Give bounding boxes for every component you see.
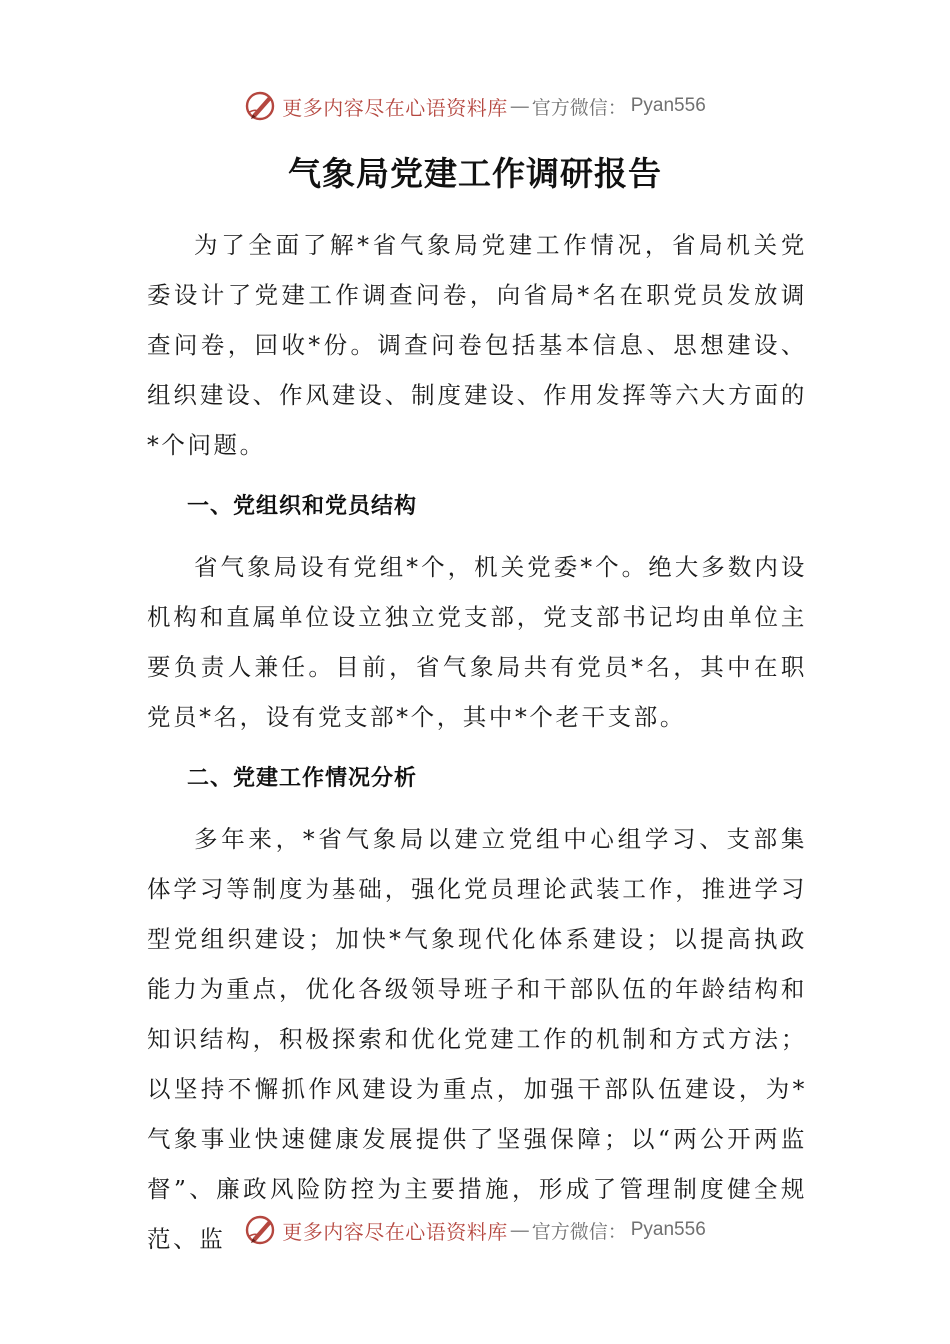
pen-logo-icon: [244, 89, 278, 123]
watermark-brand: 更多内容尽在心语资料库: [282, 95, 508, 120]
watermark-banner-top: [0, 86, 950, 126]
watermark-wechat-label: 官方微信：: [531, 96, 627, 119]
section2-paragraph: 多年来，*省气象局以建立党组中心组学习、支部集体学习等制度为基础，强化党员理论武装工作，推进学习型党组织建设；加快*气象现代化体系建设；以提高执政能力为重点，优化各级领导班子和干部队伍的年龄结构和知识结构，积极探索和优化党建工作的机制和方式方法；以坚持不懈抓作风建设为重点，加强干部队伍建设，为*气象事业快速健康发展提供了坚强保障；以“两公开两监督”、廉政风险防控为主要措施，形成了管理制度健全规范、监: [147, 825, 807, 1253]
watermark-banner-bottom: [0, 1210, 950, 1250]
watermark-dash: —: [509, 1218, 530, 1242]
document-title: 气象局党建工作调研报告: [288, 154, 662, 193]
watermark-brand: 更多内容尽在心语资料库: [282, 1219, 508, 1244]
watermark-wechat-id: Pyan556: [630, 95, 706, 116]
pen-logo-icon: [244, 1213, 278, 1247]
section2-heading: 二、党建工作情况分析: [187, 766, 418, 791]
section1-paragraph: 省气象局设有党组*个，机关党委*个。绝大多数内设机构和直属单位设立独立党支部，党支部书记均由单位主要负责人兼任。目前，省气象局共有党员*名，其中在职党员*名，设有党支部*个，其中*个老干支部。: [147, 553, 807, 731]
section1-heading: 一、党组织和党员结构: [187, 494, 418, 519]
watermark-dash: —: [509, 94, 530, 118]
document-body: [147, 220, 807, 1264]
watermark-wechat-label: 官方微信：: [531, 1220, 627, 1243]
intro-paragraph: 为了全面了解*省气象局党建工作情况，省局机关党委设计了党建工作调查问卷，向省局*名在职党员发放调查问卷，回收*份。调查问卷包括基本信息、思想建设、组织建设、作风建设、制度建设、作用发挥等六大方面的*个问题。: [147, 231, 807, 459]
watermark-wechat-id: Pyan556: [630, 1219, 706, 1240]
